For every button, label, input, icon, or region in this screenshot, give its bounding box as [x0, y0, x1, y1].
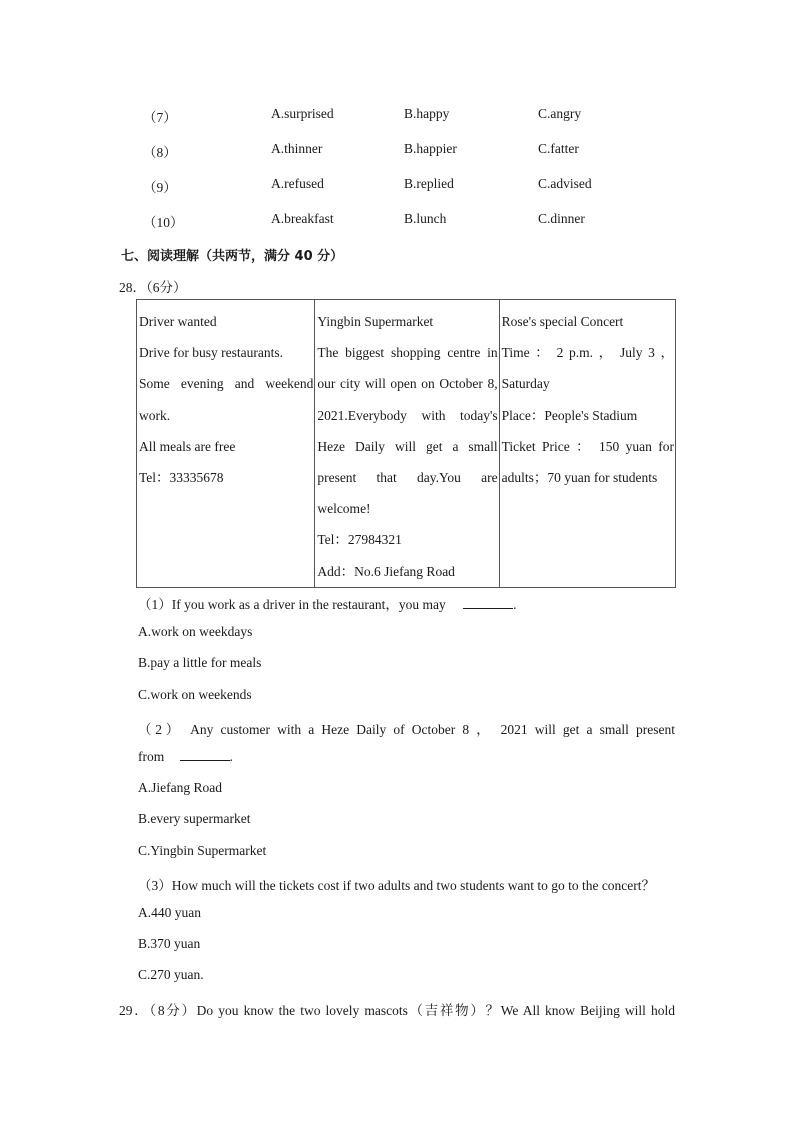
option-number: （10） — [143, 215, 184, 230]
option-c: C.angry — [538, 106, 582, 121]
answer-option: B.370 yuan — [138, 936, 201, 951]
ad-text: All meals are free — [139, 438, 236, 454]
option-b: B.lunch — [404, 211, 447, 226]
ad-phone: Tel：27984321 — [317, 532, 402, 548]
answer-option: A.440 yuan — [138, 905, 201, 920]
option-number: （9） — [143, 180, 177, 195]
ad-supermarket — [315, 300, 499, 588]
option-b: B.happy — [404, 106, 450, 121]
ad-text: 2021.Everybody with today's — [317, 407, 498, 423]
ad-text: welcome! — [317, 501, 371, 517]
answer-option: C.Yingbin Supermarket — [138, 843, 267, 858]
option-b: B.replied — [404, 176, 454, 191]
question-end: . — [513, 597, 517, 612]
ad-text: Heze Daily will get a small — [317, 438, 498, 454]
answer-option: B.every supermarket — [138, 811, 251, 826]
ad-concert — [499, 300, 675, 588]
ad-text: Saturday — [501, 376, 550, 392]
ad-phone: Tel：33335678 — [139, 470, 224, 486]
question-text: （1）If you work as a driver in the restaurant，you may — [138, 597, 446, 612]
option-row — [0, 176, 794, 196]
ads-table — [136, 299, 676, 588]
ad-text: work. — [139, 407, 171, 423]
ad-title: Rose's special Concert — [501, 314, 624, 329]
option-number: （7） — [143, 110, 177, 125]
option-a: A.surprised — [271, 106, 334, 121]
option-c: C.advised — [538, 176, 592, 191]
answer-blank — [463, 598, 513, 609]
ad-text: The biggest shopping centre in — [317, 345, 498, 361]
ad-driver-wanted — [137, 300, 315, 588]
ad-text: Some evening and weekend — [139, 376, 314, 392]
question-stem — [138, 749, 233, 765]
option-row — [0, 211, 794, 231]
option-b: B.happier — [404, 141, 457, 156]
ad-text: Time ： 2 p.m. ， July 3 ， — [501, 345, 674, 361]
question-header: 28．（6分） — [119, 280, 187, 295]
ad-text: Place：People's Stadium — [501, 407, 638, 423]
option-a: A.breakfast — [271, 211, 334, 226]
answer-option: B.pay a little for meals — [138, 655, 262, 670]
question-end: . — [229, 749, 233, 764]
option-row — [0, 106, 794, 126]
option-row — [0, 141, 794, 161]
question-text: （3）How much will the tickets cost if two adults and two students want to go to the concert？ — [138, 878, 656, 893]
answer-option: A.work on weekdays — [138, 624, 253, 639]
answer-blank — [180, 750, 230, 761]
ad-title: Yingbin Supermarket — [317, 314, 434, 329]
option-a: A.refused — [271, 176, 324, 191]
option-a: A.thinner — [271, 141, 323, 156]
section-heading: 七、阅读理解（共两节，满分 40 分） — [121, 249, 344, 264]
ad-text: present that day.You are — [317, 470, 498, 486]
question-29-line: 29．（8分）Do you know the two lovely mascots（吉祥物）？We All know Beijing will hold — [119, 1003, 675, 1018]
option-c: C.dinner — [538, 211, 585, 226]
answer-option: C.270 yuan. — [138, 967, 204, 982]
answer-option: A.Jiefang Road — [138, 780, 222, 795]
option-c: C.fatter — [538, 141, 579, 156]
ad-title: Driver wanted — [139, 314, 217, 329]
ad-address: Add：No.6 Jiefang Road — [317, 563, 455, 579]
question-text: from — [138, 749, 165, 764]
answer-option: C.work on weekends — [138, 687, 252, 702]
ad-text: Drive for busy restaurants. — [139, 345, 283, 361]
option-number: （8） — [143, 145, 177, 160]
question-text: （2） Any customer with a Heze Daily of October 8 ， 2021 will get a small present — [138, 722, 675, 737]
question-stem — [138, 593, 517, 613]
ad-text: adults；70 yuan for students — [501, 470, 658, 486]
ad-text: Ticket Price ： 150 yuan for — [501, 438, 674, 454]
ad-text: our city will open on October 8, — [317, 376, 498, 392]
